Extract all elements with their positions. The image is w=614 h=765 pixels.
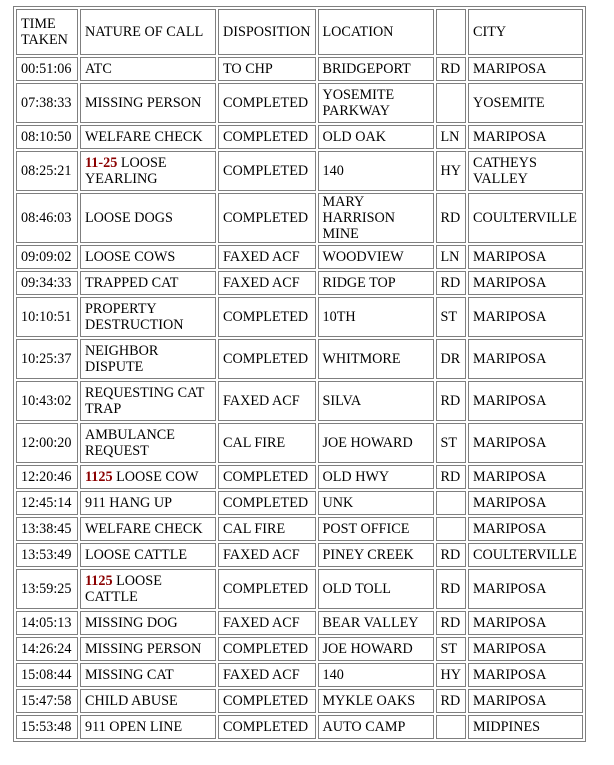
cell-disposition: COMPLETED xyxy=(218,491,316,515)
cell-location: JOE HOWARD xyxy=(318,423,434,463)
cell-suffix: RD xyxy=(436,465,467,489)
table-row xyxy=(16,569,583,609)
cell-city: MARIPOSA xyxy=(468,339,583,379)
cell-location: 140 xyxy=(318,663,434,687)
cell-disposition: CAL FIRE xyxy=(218,517,316,541)
cell-city: MARIPOSA xyxy=(468,517,583,541)
cell-nature xyxy=(80,57,216,81)
cell-city: COULTERVILLE xyxy=(468,543,583,567)
cell-location: UNK xyxy=(318,491,434,515)
cell-city: MARIPOSA xyxy=(468,663,583,687)
cell-suffix: HY xyxy=(436,151,467,191)
cell-location: OLD OAK xyxy=(318,125,434,149)
cell-nature xyxy=(80,193,216,243)
cell-location: PINEY CREEK xyxy=(318,543,434,567)
cell-disposition: FAXED ACF xyxy=(218,245,316,269)
call-nature: 911 OPEN LINE xyxy=(85,719,183,735)
cell-suffix: RD xyxy=(436,689,467,713)
header-disposition: DISPOSITION xyxy=(218,9,316,55)
cell-time: 13:38:45 xyxy=(16,517,78,541)
cell-suffix: RD xyxy=(436,569,467,609)
table-row xyxy=(16,297,583,337)
cell-city: MARIPOSA xyxy=(468,465,583,489)
call-nature: REQUESTING CAT TRAP xyxy=(85,385,205,417)
table-row xyxy=(16,151,583,191)
cell-nature xyxy=(80,611,216,635)
call-nature: MISSING PERSON xyxy=(85,95,202,111)
cell-nature xyxy=(80,689,216,713)
cell-time: 13:53:49 xyxy=(16,543,78,567)
cell-suffix xyxy=(436,491,467,515)
cell-suffix: ST xyxy=(436,297,467,337)
cell-time: 08:10:50 xyxy=(16,125,78,149)
cell-time: 14:05:13 xyxy=(16,611,78,635)
cell-disposition: FAXED ACF xyxy=(218,381,316,421)
table-row xyxy=(16,423,583,463)
cell-nature xyxy=(80,381,216,421)
cell-location: MYKLE OAKS xyxy=(318,689,434,713)
cell-time: 12:00:20 xyxy=(16,423,78,463)
cell-location: POST OFFICE xyxy=(318,517,434,541)
table-row xyxy=(16,517,583,541)
cell-city: MARIPOSA xyxy=(468,381,583,421)
cell-suffix: RD xyxy=(436,57,467,81)
cell-location: OLD HWY xyxy=(318,465,434,489)
cell-time: 09:34:33 xyxy=(16,271,78,295)
table-row xyxy=(16,193,583,243)
call-nature: ATC xyxy=(85,61,112,77)
call-nature: WELFARE CHECK xyxy=(85,521,203,537)
cell-city: MIDPINES xyxy=(468,715,583,739)
cell-suffix xyxy=(436,517,467,541)
cell-nature xyxy=(80,297,216,337)
call-code: 11-25 xyxy=(85,155,118,171)
call-nature: PROPERTY DESTRUCTION xyxy=(85,301,184,333)
cell-city: CATHEYS VALLEY xyxy=(468,151,583,191)
call-nature: MISSING PERSON xyxy=(85,641,202,657)
cell-city: MARIPOSA xyxy=(468,297,583,337)
cell-nature xyxy=(80,637,216,661)
call-nature: WELFARE CHECK xyxy=(85,129,203,145)
cell-city: MARIPOSA xyxy=(468,57,583,81)
table-row xyxy=(16,125,583,149)
table-row xyxy=(16,715,583,739)
cell-disposition: COMPLETED xyxy=(218,465,316,489)
cell-city: MARIPOSA xyxy=(468,245,583,269)
cell-time: 10:10:51 xyxy=(16,297,78,337)
cell-time: 15:08:44 xyxy=(16,663,78,687)
cell-time: 14:26:24 xyxy=(16,637,78,661)
cell-suffix: HY xyxy=(436,663,467,687)
call-nature: LOOSE DOGS xyxy=(85,210,173,226)
cell-location: YOSEMITE PARKWAY xyxy=(318,83,434,123)
cell-disposition: COMPLETED xyxy=(218,297,316,337)
cell-time: 09:09:02 xyxy=(16,245,78,269)
table-row xyxy=(16,271,583,295)
cell-disposition: COMPLETED xyxy=(218,125,316,149)
table-row xyxy=(16,245,583,269)
header-city: CITY xyxy=(468,9,583,55)
cell-suffix xyxy=(436,715,467,739)
call-nature: LOOSE YEARLING xyxy=(85,155,167,187)
cell-city: MARIPOSA xyxy=(468,611,583,635)
cell-nature xyxy=(80,543,216,567)
cell-nature xyxy=(80,491,216,515)
cell-nature xyxy=(80,517,216,541)
table-row xyxy=(16,543,583,567)
cell-location: SILVA xyxy=(318,381,434,421)
table-row xyxy=(16,83,583,123)
cell-disposition: COMPLETED xyxy=(218,689,316,713)
header-location: LOCATION xyxy=(318,9,434,55)
table-row xyxy=(16,465,583,489)
cell-disposition: FAXED ACF xyxy=(218,611,316,635)
cell-suffix: RD xyxy=(436,381,467,421)
call-nature: LOOSE COW xyxy=(116,469,199,485)
cell-suffix: RD xyxy=(436,193,467,243)
cell-nature xyxy=(80,663,216,687)
cell-time: 08:25:21 xyxy=(16,151,78,191)
call-nature: CHILD ABUSE xyxy=(85,693,178,709)
call-code: 1125 xyxy=(85,469,113,485)
cell-disposition: COMPLETED xyxy=(218,569,316,609)
cell-location: RIDGE TOP xyxy=(318,271,434,295)
table-row xyxy=(16,491,583,515)
cell-time: 15:53:48 xyxy=(16,715,78,739)
table-row xyxy=(16,663,583,687)
cell-city: MARIPOSA xyxy=(468,125,583,149)
cell-time: 00:51:06 xyxy=(16,57,78,81)
cell-location: AUTO CAMP xyxy=(318,715,434,739)
cell-location: 140 xyxy=(318,151,434,191)
call-nature: LOOSE CATTLE xyxy=(85,573,162,605)
cell-nature xyxy=(80,271,216,295)
cell-city: MARIPOSA xyxy=(468,689,583,713)
table-row xyxy=(16,381,583,421)
header-time: TIME TAKEN xyxy=(16,9,78,55)
cell-nature xyxy=(80,125,216,149)
cell-nature xyxy=(80,151,216,191)
table-row xyxy=(16,611,583,635)
cell-nature xyxy=(80,465,216,489)
cell-nature xyxy=(80,423,216,463)
call-nature: MISSING DOG xyxy=(85,615,178,631)
cell-city: COULTERVILLE xyxy=(468,193,583,243)
cell-location: MARY HARRISON MINE xyxy=(318,193,434,243)
call-log-table xyxy=(13,6,586,742)
cell-disposition: COMPLETED xyxy=(218,339,316,379)
cell-suffix xyxy=(436,83,467,123)
cell-time: 10:25:37 xyxy=(16,339,78,379)
call-log-body xyxy=(16,57,583,739)
cell-location: WOODVIEW xyxy=(318,245,434,269)
cell-disposition: COMPLETED xyxy=(218,715,316,739)
cell-time: 08:46:03 xyxy=(16,193,78,243)
call-nature: TRAPPED CAT xyxy=(85,275,179,291)
cell-disposition: FAXED ACF xyxy=(218,663,316,687)
cell-time: 13:59:25 xyxy=(16,569,78,609)
cell-time: 15:47:58 xyxy=(16,689,78,713)
cell-disposition: COMPLETED xyxy=(218,151,316,191)
cell-location: BRIDGEPORT xyxy=(318,57,434,81)
cell-city: MARIPOSA xyxy=(468,569,583,609)
cell-location: 10TH xyxy=(318,297,434,337)
table-row xyxy=(16,637,583,661)
call-nature: 911 HANG UP xyxy=(85,495,172,511)
cell-location: OLD TOLL xyxy=(318,569,434,609)
call-nature: AMBULANCE REQUEST xyxy=(85,427,175,459)
cell-disposition: TO CHP xyxy=(218,57,316,81)
cell-disposition: FAXED ACF xyxy=(218,543,316,567)
cell-location: WHITMORE xyxy=(318,339,434,379)
cell-nature xyxy=(80,245,216,269)
cell-disposition: COMPLETED xyxy=(218,83,316,123)
cell-suffix: LN xyxy=(436,125,467,149)
cell-suffix: ST xyxy=(436,423,467,463)
cell-suffix: LN xyxy=(436,245,467,269)
cell-disposition: FAXED ACF xyxy=(218,271,316,295)
cell-disposition: COMPLETED xyxy=(218,193,316,243)
table-row xyxy=(16,57,583,81)
table-row xyxy=(16,689,583,713)
cell-city: MARIPOSA xyxy=(468,637,583,661)
cell-suffix: RD xyxy=(436,611,467,635)
cell-suffix: ST xyxy=(436,637,467,661)
cell-suffix: RD xyxy=(436,271,467,295)
cell-city: YOSEMITE xyxy=(468,83,583,123)
cell-suffix: RD xyxy=(436,543,467,567)
cell-time: 10:43:02 xyxy=(16,381,78,421)
call-nature: LOOSE COWS xyxy=(85,249,176,265)
cell-city: MARIPOSA xyxy=(468,491,583,515)
cell-disposition: CAL FIRE xyxy=(218,423,316,463)
cell-disposition: COMPLETED xyxy=(218,637,316,661)
cell-nature xyxy=(80,715,216,739)
table-row xyxy=(16,339,583,379)
cell-nature xyxy=(80,569,216,609)
cell-city: MARIPOSA xyxy=(468,271,583,295)
call-nature: MISSING CAT xyxy=(85,667,174,683)
cell-time: 12:20:46 xyxy=(16,465,78,489)
header-suffix xyxy=(436,9,467,55)
cell-time: 12:45:14 xyxy=(16,491,78,515)
cell-location: JOE HOWARD xyxy=(318,637,434,661)
cell-time: 07:38:33 xyxy=(16,83,78,123)
cell-nature xyxy=(80,339,216,379)
cell-city: MARIPOSA xyxy=(468,423,583,463)
call-nature: NEIGHBOR DISPUTE xyxy=(85,343,159,375)
call-code: 1125 xyxy=(85,573,113,589)
cell-nature xyxy=(80,83,216,123)
cell-suffix: DR xyxy=(436,339,467,379)
header-nature: NATURE OF CALL xyxy=(80,9,216,55)
header-row xyxy=(16,9,583,55)
call-nature: LOOSE CATTLE xyxy=(85,547,188,563)
cell-location: BEAR VALLEY xyxy=(318,611,434,635)
